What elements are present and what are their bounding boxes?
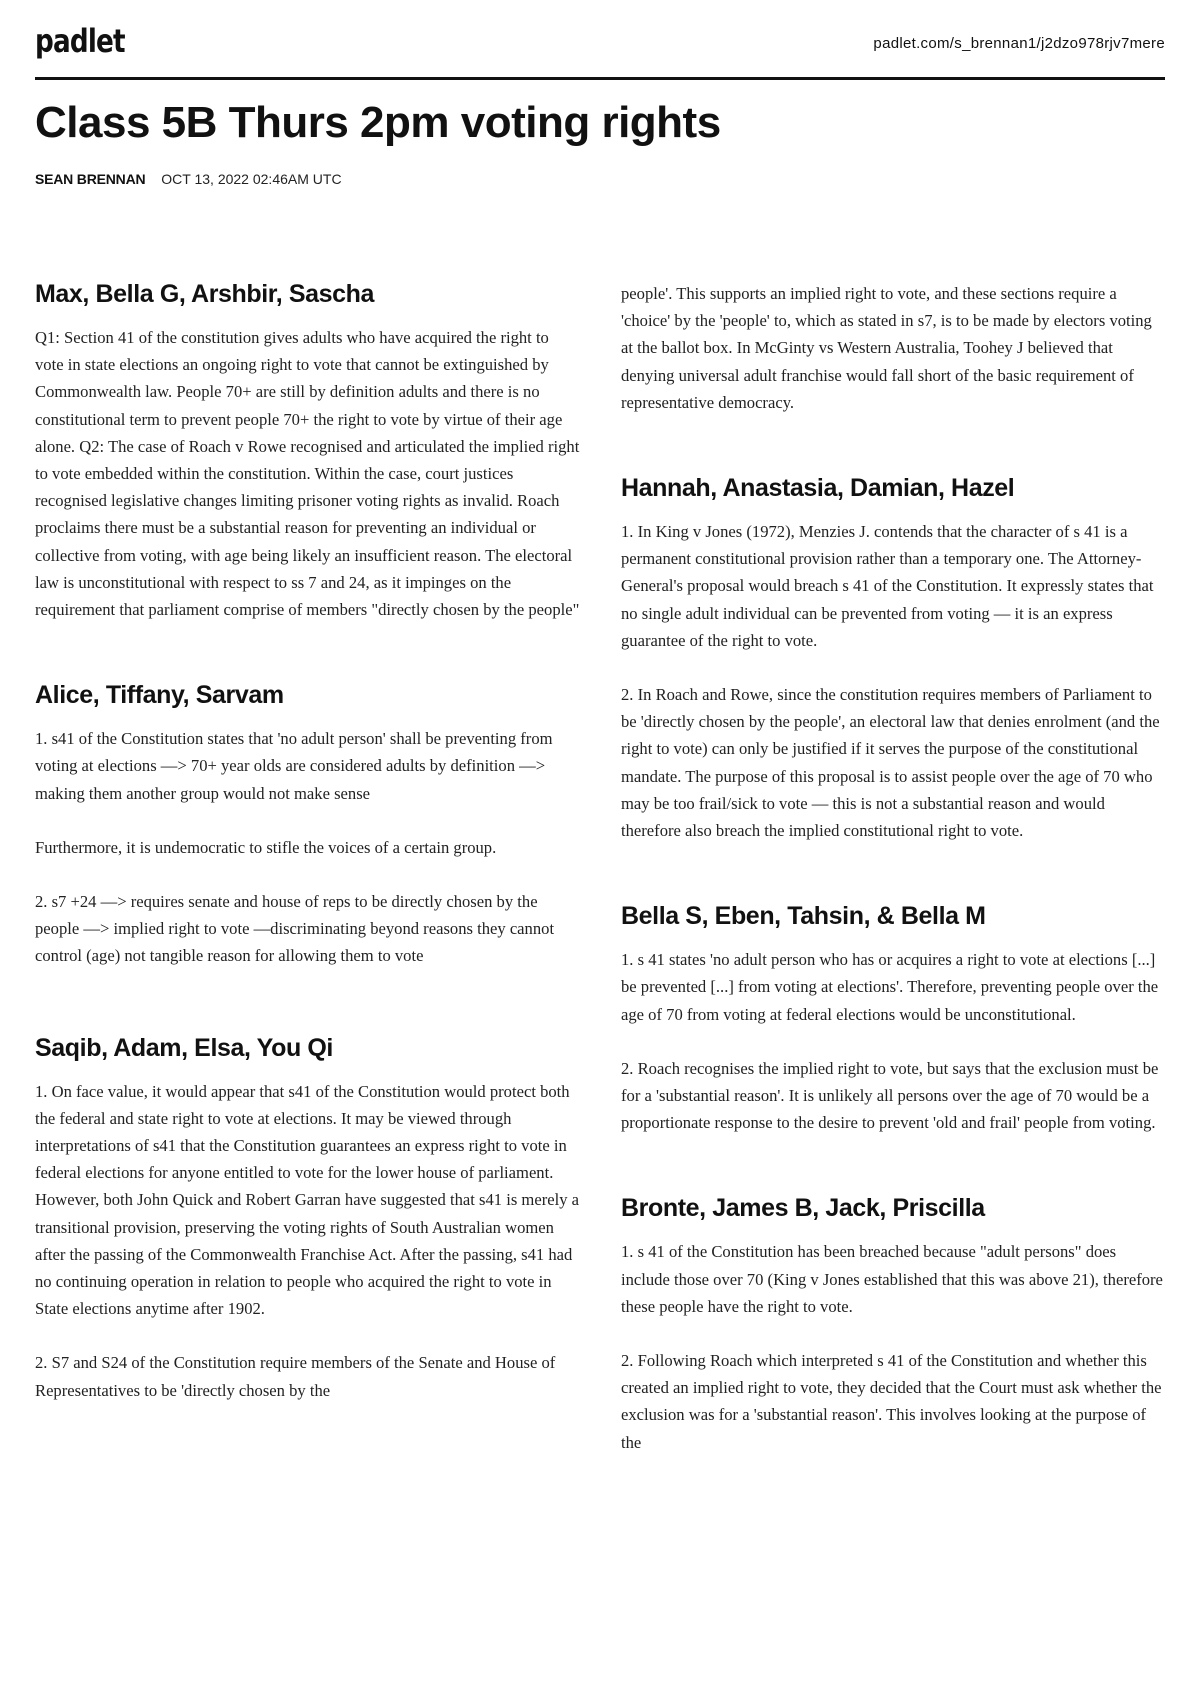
post-paragraph: 2. Following Roach which interpreted s 41 of the Constitution and whether this created an implied right to vote, they decided that the Court must ask whether the exclusion was for a 'substantial reason'. This involves looking at the purpose of the — [621, 1351, 1162, 1452]
post-paragraph: 1. On face value, it would appear that s41 of the Constitution would protect both the federal and state right to vote at elections. It may be viewed through interpretations of s41 that the Constitution guarantees an express right to vote in federal elections for anyone entitled to vote for the lower house of parliament. However, both John Quick and Robert Garran have suggested that s41 is merely a transitional provision, preserving the voting rights of South Australian women after the passing of the Commonwealth Franchise Act. After the passing, s41 had no continuing operation in relation to people who acquired the right to vote in State elections anytime after 1902. — [35, 1081, 580, 1319]
post-meta — [35, 171, 342, 187]
post-title: Bella S, Eben, Tahsin, & Bella M — [621, 902, 986, 931]
post-card — [621, 1192, 1166, 1455]
timestamp: OCT 13, 2022 02:46AM UTC — [161, 171, 342, 187]
post-paragraph: 1. s41 of the Constitution states that 'no adult person' shall be preventing from voting at elections —> 70+ year olds are considered adults by definition —> making them another group would not make sense — [35, 729, 553, 803]
right-column — [621, 280, 1166, 1456]
post-title: Saqib, Adam, Elsa, You Qi — [35, 1033, 333, 1062]
post-paragraph: Furthermore, it is undemocratic to stifle the voices of a certain group. — [35, 837, 497, 857]
post-paragraph: 2. S7 and S24 of the Constitution require members of the Senate and House of Representatives to be 'directly chosen by the — [35, 1353, 556, 1400]
post-title: Alice, Tiffany, Sarvam — [35, 681, 284, 710]
left-column — [35, 278, 580, 1404]
post-title: Hannah, Anastasia, Damian, Hazel — [621, 474, 1015, 503]
post-card-continued — [621, 280, 1166, 416]
post-card — [35, 679, 580, 969]
padlet-url[interactable]: padlet.com/s_brennan1/j2dzo978rjv7mere — [873, 35, 1165, 52]
page-header — [35, 0, 1165, 80]
post-title: Max, Bella G, Arshbir, Sascha — [35, 280, 375, 308]
post-paragraph: 1. s 41 states 'no adult person who has or acquires a right to vote at elections [...] be prevented [...] from voting at elections'. Therefore, preventing people over the age of 70 from voting at federal elections would be unconstitutional. — [621, 950, 1159, 1024]
post-paragraph: Q1: Section 41 of the constitution gives adults who have acquired the right to vote in state elections an ongoing right to vote that cannot be extinguished by Commonwealth law. People 70+ are still by definition adults and there is no constitutional term to prevent people 70+ the right to vote by virtue of their age alone. Q2: The case of Roach v Rowe recognised and articulated the implied right to vote embedded within the constitution. Within the case, court justices recognised legislative changes limiting prisoner voting rights as invalid. Roach proclaims there must be a substantial reason for preventing an individual or collective from voting, with age being likely an insufficient reason. The electoral law is unconstitutional with respect to ss 7 and 24, as it impinges on the requirement that parliament comprise of members "directly chosen by the people" — [35, 328, 580, 620]
post-paragraph: 2. Roach recognises the implied right to vote, but says that the exclusion must be for a 'substantial reason'. It is unlikely all persons over the age of 70 would be a proportionate response to the desire to prevent 'old and frail' people from voting. — [621, 1058, 1159, 1133]
padlet-logo[interactable]: padlet — [35, 22, 125, 60]
post-paragraph: 2. In Roach and Rowe, since the constitution requires members of Parliament to be 'directly chosen by the people', an electoral law that denies enrolment (and the right to vote) can only be justified if it serves the purpose of the constitutional mandate. The purpose of this proposal is to assist people over the age of 70 who may be too frail/sick to vote — this is not a substantial reason and would therefore also breach the implied constitutional right to vote. — [621, 685, 1160, 841]
post-paragraph: people'. This supports an implied right to vote, and these sections require a 'choice' by the 'people' to, which as stated in s7, is to be made by electors voting at the ballot box. In McGinty vs Western Australia, Toohey J believed that denying universal adult franchise would fall short of the basic requirement of representative democracy. — [621, 284, 1152, 412]
post-card — [35, 1032, 580, 1404]
post-paragraph: 1. s 41 of the Constitution has been breached because "adult persons" does include those over 70 (King v Jones established that this was above 21), therefore these people have the right to vote. — [621, 1242, 1163, 1316]
post-card — [621, 472, 1166, 844]
post-card — [35, 278, 580, 623]
author-name: SEAN BRENNAN — [35, 171, 146, 187]
page-title: Class 5B Thurs 2pm voting rights — [35, 98, 721, 147]
post-paragraph: 1. In King v Jones (1972), Menzies J. contends that the character of s 41 is a permanent constitutional provision rather than a temporary one. The Attorney-General's proposal would breach s 41 of the Constitution. It expressly states that no single adult individual can be prevented from voting — it is an express guarantee of the right to vote. — [621, 522, 1154, 650]
post-paragraph: 2. s7 +24 —> requires senate and house of reps to be directly chosen by the people —> implied right to vote —discriminating beyond reasons they cannot control (age) not tangible reason for allowing them to vote — [35, 892, 555, 966]
post-title: Bronte, James B, Jack, Priscilla — [621, 1194, 985, 1223]
post-card — [621, 900, 1166, 1136]
